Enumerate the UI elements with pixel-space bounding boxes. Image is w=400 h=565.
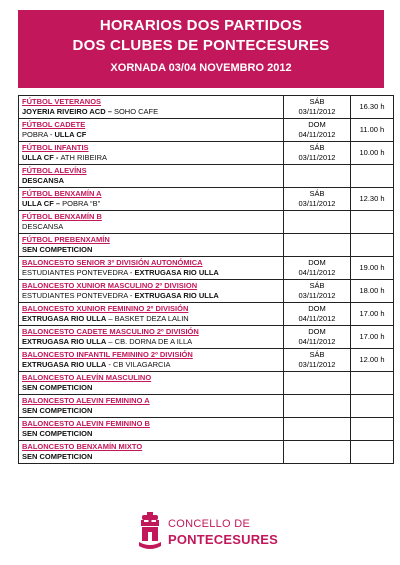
date-cell bbox=[284, 188, 351, 211]
team-text: ATH RIBEIRA bbox=[60, 153, 108, 162]
time-cell bbox=[351, 372, 394, 395]
table-row bbox=[19, 257, 394, 280]
match-cell bbox=[19, 119, 284, 142]
date-cell bbox=[284, 418, 351, 441]
date-cell bbox=[284, 441, 351, 464]
time-cell bbox=[351, 96, 394, 119]
team-text: - CB VILAGARCIA bbox=[106, 360, 171, 369]
day-label: DOM bbox=[308, 304, 326, 313]
category-label: BALONCESTO XUNIOR FEMININO 2º DIVISIÓN bbox=[22, 304, 189, 313]
category-label: BALONCESTO SENIOR 3º DIVISIÓN AUTONÓMICA bbox=[22, 258, 203, 267]
time-cell bbox=[351, 165, 394, 188]
time-cell bbox=[351, 280, 394, 303]
time-label: 17.00 h bbox=[359, 309, 385, 318]
day-label: DOM bbox=[308, 120, 326, 129]
team-text: EXTRUGASA RIO ULLA bbox=[134, 268, 219, 277]
table-row bbox=[19, 441, 394, 464]
category-label: FÚTBOL BENXAMÍN A bbox=[22, 189, 102, 198]
date-label: 03/11/2012 bbox=[298, 291, 336, 300]
match-teams bbox=[22, 429, 280, 439]
day-label: SÁB bbox=[309, 189, 325, 198]
date-cell bbox=[284, 257, 351, 280]
match-teams bbox=[22, 383, 280, 393]
table-row bbox=[19, 142, 394, 165]
day-label: SÁB bbox=[309, 350, 325, 359]
time-cell bbox=[351, 441, 394, 464]
team-text: EXTRUGASA RIO ULLA bbox=[22, 314, 107, 323]
match-teams bbox=[22, 245, 280, 255]
team-text: SEN COMPETICION bbox=[22, 429, 93, 438]
match-cell bbox=[19, 441, 284, 464]
date-cell bbox=[284, 165, 351, 188]
time-cell bbox=[351, 119, 394, 142]
match-teams bbox=[22, 107, 280, 117]
time-cell bbox=[351, 303, 394, 326]
footer-logo-block bbox=[138, 512, 288, 552]
match-cell bbox=[19, 142, 284, 165]
time-label: 10.00 h bbox=[359, 148, 385, 157]
team-text: – BASKET DEZA LALIN bbox=[106, 314, 189, 323]
table-row bbox=[19, 372, 394, 395]
date-label: 04/11/2012 bbox=[298, 314, 336, 323]
day-label: SÁB bbox=[309, 143, 325, 152]
team-text: POBRA “B” bbox=[62, 199, 101, 208]
time-label: 12.00 h bbox=[359, 355, 385, 364]
date-cell bbox=[284, 96, 351, 119]
time-label: 12.30 h bbox=[359, 194, 385, 203]
time-label: 16.30 h bbox=[359, 102, 385, 111]
match-cell bbox=[19, 303, 284, 326]
table-row bbox=[19, 303, 394, 326]
time-label: 19.00 h bbox=[359, 263, 385, 272]
table-row bbox=[19, 234, 394, 257]
day-label: DOM bbox=[308, 258, 326, 267]
date-cell bbox=[284, 303, 351, 326]
team-text: JOYERIA RIVEIRO ACD – bbox=[22, 107, 114, 116]
table-row bbox=[19, 165, 394, 188]
match-cell bbox=[19, 372, 284, 395]
team-text: EXTRUGASA RIO ULLA bbox=[134, 291, 219, 300]
time-cell bbox=[351, 211, 394, 234]
match-teams bbox=[22, 268, 280, 278]
team-text: EXTRUGASA RIO ULLA bbox=[22, 360, 107, 369]
match-cell bbox=[19, 165, 284, 188]
match-teams bbox=[22, 222, 280, 232]
team-text: – CB. DORNA DE A ILLA bbox=[106, 337, 193, 346]
date-label: 03/11/2012 bbox=[298, 107, 336, 116]
page-header bbox=[18, 10, 384, 88]
match-teams bbox=[22, 360, 280, 370]
team-text: EXTRUGASA RIO ULLA bbox=[22, 337, 107, 346]
category-label: BALONCESTO BENXAMÍN MIXTO bbox=[22, 442, 143, 451]
date-cell bbox=[284, 372, 351, 395]
title-line-2: DOS CLUBES DE PONTECESURES bbox=[72, 37, 330, 54]
schedule-table bbox=[18, 95, 394, 464]
match-cell bbox=[19, 418, 284, 441]
table-row bbox=[19, 119, 394, 142]
category-label: FÚTBOL CADETE bbox=[22, 120, 86, 129]
date-label: 04/11/2012 bbox=[298, 337, 336, 346]
match-teams bbox=[22, 337, 280, 347]
team-text: ULLA CF - bbox=[22, 153, 61, 162]
time-cell bbox=[351, 142, 394, 165]
category-label: BALONCESTO ALEVIN FEMININO B bbox=[22, 419, 150, 428]
match-cell bbox=[19, 326, 284, 349]
date-label: 03/11/2012 bbox=[298, 199, 336, 208]
day-label: SÁB bbox=[309, 281, 325, 290]
match-cell bbox=[19, 395, 284, 418]
schedule-body bbox=[19, 96, 394, 464]
match-teams bbox=[22, 176, 280, 186]
date-cell bbox=[284, 119, 351, 142]
team-text: SOHO CAFE bbox=[113, 107, 159, 116]
match-teams bbox=[22, 130, 280, 140]
match-teams bbox=[22, 452, 280, 462]
time-cell bbox=[351, 234, 394, 257]
time-cell bbox=[351, 326, 394, 349]
castle-crest-icon bbox=[138, 512, 162, 552]
subtitle: XORNADA 03/04 NOVEMBRO 2012 bbox=[110, 62, 292, 74]
date-label: 04/11/2012 bbox=[298, 268, 336, 277]
category-label: FÚTBOL VETERANOS bbox=[22, 97, 102, 106]
match-teams bbox=[22, 199, 280, 209]
table-row bbox=[19, 280, 394, 303]
team-text: SEN COMPETICION bbox=[22, 406, 93, 415]
table-row bbox=[19, 349, 394, 372]
date-cell bbox=[284, 349, 351, 372]
table-row bbox=[19, 211, 394, 234]
table-row bbox=[19, 395, 394, 418]
category-label: BALONCESTO XUNIOR MASCULINO 2º DIVISION bbox=[22, 281, 198, 290]
team-text: ESTUDIANTES PONTEVEDRA - bbox=[22, 268, 135, 277]
category-label: BALONCESTO CADETE MASCULINO 2º DIVISIÓN bbox=[22, 327, 199, 336]
date-cell bbox=[284, 395, 351, 418]
match-cell bbox=[19, 234, 284, 257]
time-cell bbox=[351, 418, 394, 441]
match-cell bbox=[19, 96, 284, 119]
match-cell bbox=[19, 257, 284, 280]
date-cell bbox=[284, 142, 351, 165]
category-label: BALONCESTO ALEVÍN MASCULINO bbox=[22, 373, 152, 382]
time-label: 18.00 h bbox=[359, 286, 385, 295]
team-text: SEN COMPETICION bbox=[22, 383, 93, 392]
date-cell bbox=[284, 326, 351, 349]
category-label: BALONCESTO INFANTIL FEMININO 2º DIVISIÓN bbox=[22, 350, 193, 359]
date-label: 04/11/2012 bbox=[298, 130, 336, 139]
category-label: FÚTBOL ALEVÍNS bbox=[22, 166, 87, 175]
time-cell bbox=[351, 349, 394, 372]
date-cell bbox=[284, 234, 351, 257]
table-row bbox=[19, 418, 394, 441]
time-label: 17.00 h bbox=[359, 332, 385, 341]
team-text: SEN COMPETICION bbox=[22, 452, 93, 461]
day-label: SÁB bbox=[309, 97, 325, 106]
day-label: DOM bbox=[308, 327, 326, 336]
date-cell bbox=[284, 211, 351, 234]
category-label: FÚTBOL PREBENXAMÍN bbox=[22, 235, 110, 244]
category-label: FÚTBOL BENXAMÍN B bbox=[22, 212, 102, 221]
match-teams bbox=[22, 153, 280, 163]
match-cell bbox=[19, 188, 284, 211]
match-teams bbox=[22, 314, 280, 324]
table-row bbox=[19, 326, 394, 349]
footer-line-1: CONCELLO DE bbox=[168, 518, 251, 530]
match-cell bbox=[19, 349, 284, 372]
team-text: ULLA CF – bbox=[22, 199, 63, 208]
match-teams bbox=[22, 291, 280, 301]
date-cell bbox=[284, 280, 351, 303]
title-line-1: HORARIOS DOS PARTIDOS bbox=[99, 17, 303, 34]
match-cell bbox=[19, 211, 284, 234]
match-cell bbox=[19, 280, 284, 303]
team-text: DESCANSA bbox=[22, 176, 65, 185]
date-label: 03/11/2012 bbox=[298, 360, 336, 369]
team-text: DESCANSA bbox=[22, 222, 64, 231]
time-cell bbox=[351, 188, 394, 211]
time-label: 11.00 h bbox=[359, 125, 385, 134]
team-text: SEN COMPETICION bbox=[22, 245, 93, 254]
team-text: ESTUDIANTES PONTEVEDRA - bbox=[22, 291, 135, 300]
date-label: 03/11/2012 bbox=[298, 153, 336, 162]
time-cell bbox=[351, 395, 394, 418]
table-row bbox=[19, 96, 394, 119]
category-label: FÚTBOL INFANTIS bbox=[22, 143, 89, 152]
footer-line-2: PONTECESURES bbox=[168, 532, 279, 547]
match-teams bbox=[22, 406, 280, 416]
team-text: ULLA CF bbox=[54, 130, 87, 139]
category-label: BALONCESTO ALEVIN FEMININO A bbox=[22, 396, 150, 405]
table-row bbox=[19, 188, 394, 211]
team-text: POBRA - bbox=[22, 130, 55, 139]
time-cell bbox=[351, 257, 394, 280]
